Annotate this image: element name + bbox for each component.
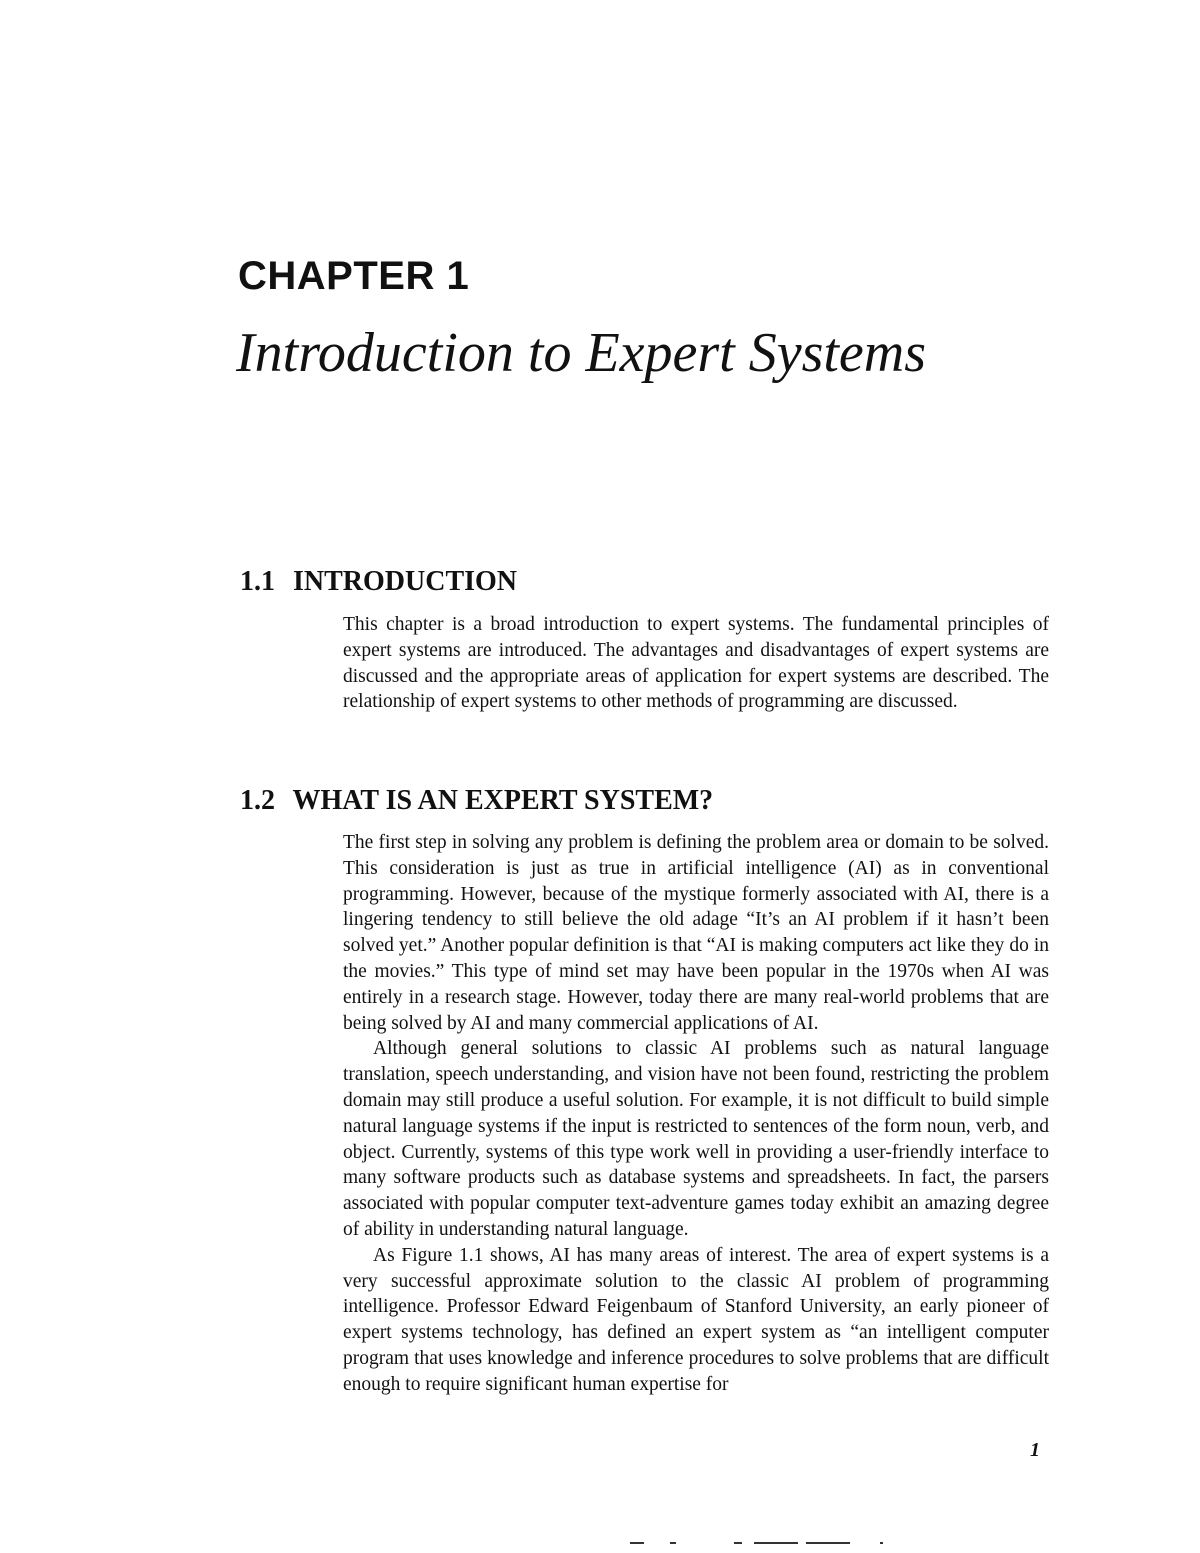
section-number: 1.1 <box>240 566 275 597</box>
section-body-what-is-expert-system <box>343 830 1049 1398</box>
paragraph: The first step in solving any problem is defining the problem area or domain to be solved. This consideration is just as true in artificial intelligence (AI) as in conventional programming. However, because of the mystique formerly associated with AI, there is a lingering tendency to still believe the old adage “It’s an AI problem if it hasn’t been solved yet.” Another popular definition is that “AI is making computers act like they do in the movies.” This type of mind set may have been popular in the 1970s when AI was entirely in a research stage. However, today there are many real-world problems that are being solved by AI and many commercial applications of AI. <box>343 832 1049 1034</box>
page-number: 1 <box>1030 1439 1040 1461</box>
paragraph: As Figure 1.1 shows, AI has many areas of interest. The area of expert systems is a very successful approximate solution to the classic AI problem of programming intelligence. Professor Edward Feigenbaum of Stanford University, an early pioneer of expert systems technology, has defined an expert system as “an intelligent computer program that uses knowledge and inference procedures to solve problems that are difficult enough to require significant human expertise for <box>343 1244 1049 1395</box>
section-title: WHAT IS AN EXPERT SYSTEM? <box>292 785 714 816</box>
scan-artifact <box>630 1538 890 1546</box>
chapter-label: CHAPTER 1 <box>238 254 470 298</box>
section-body-introduction <box>343 612 1049 715</box>
section-heading-what-is-expert-system <box>240 784 713 818</box>
section-number: 1.2 <box>240 785 275 816</box>
chapter-title: Introduction to Expert Systems <box>236 322 927 384</box>
paragraph: This chapter is a broad introduction to expert systems. The fundamental principles of expert systems are introduced. The advantages and disadvantages of expert systems are discussed and the appropriate areas of application for expert systems are described. The relationship of expert systems to other methods of programming are discussed. <box>343 614 1049 713</box>
section-title: INTRODUCTION <box>293 566 518 597</box>
section-heading-introduction <box>240 565 517 599</box>
paragraph: Although general solutions to classic AI problems such as natural language translation, speech understanding, and vision have not been found, restricting the problem domain may still produce a useful solution. For example, it is not difficult to build simple natural language systems if the input is restricted to sentences of the form noun, verb, and object. Currently, systems of this type work well in providing a user-friendly interface to many software products such as database systems and spreadsheets. In fact, the parsers associated with popular computer text-adventure games today exhibit an amazing degree of ability in understanding natural language. <box>343 1038 1049 1240</box>
